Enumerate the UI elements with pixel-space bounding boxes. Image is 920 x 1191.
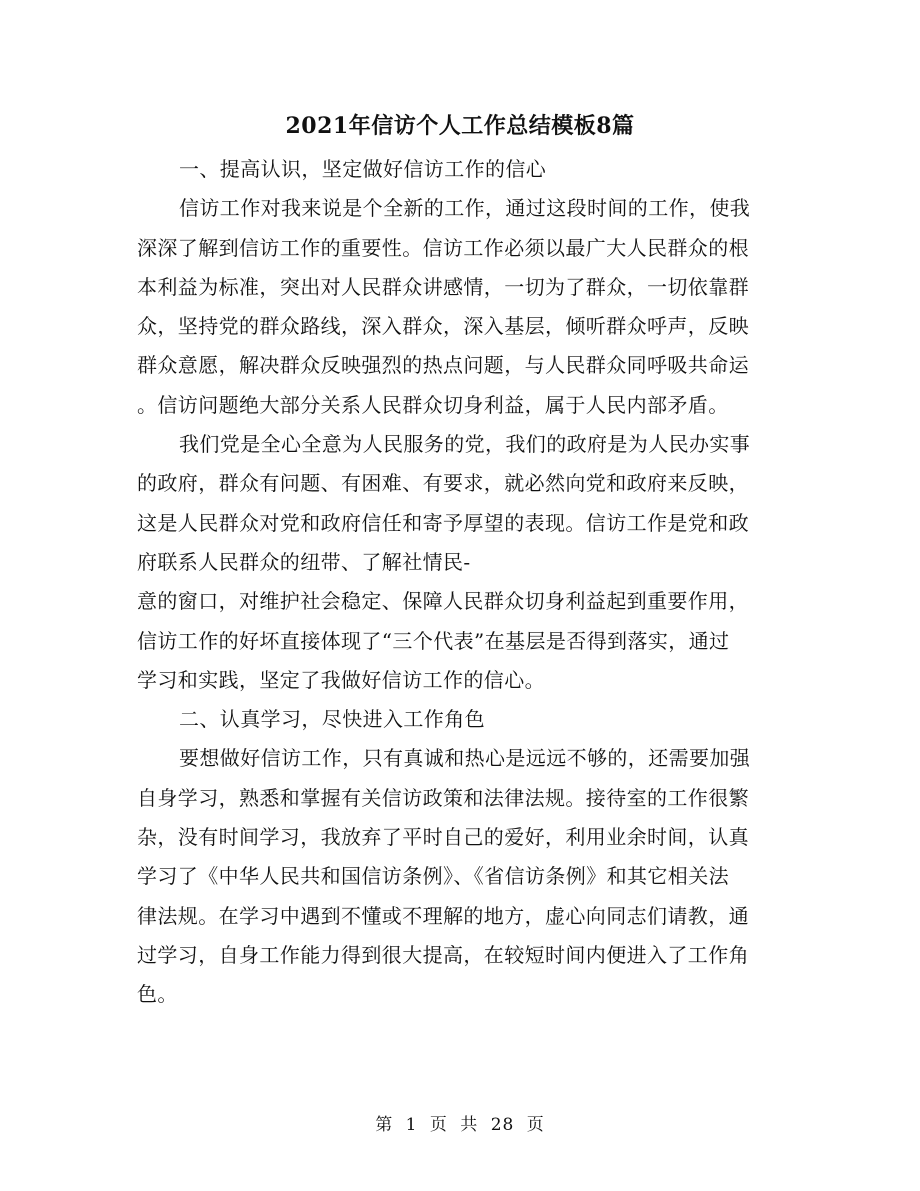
- paragraph-line: 律法规。在学习中遇到不懂或不理解的地方，虚心向同志们请教，通: [137, 903, 749, 928]
- footer-total-label: 共: [460, 1115, 479, 1135]
- section-heading-2: 二、认真学习，尽快进入工作角色: [179, 707, 485, 732]
- paragraph-line: 群众意愿，解决群众反映强烈的热点问题，与人民群众同呼吸共命运: [137, 353, 749, 378]
- paragraph-line: 意的窗口，对维护社会稳定、保障人民群众切身利益起到重要作用，: [137, 589, 749, 614]
- paragraph-line: 的政府，群众有问题、有困难、有要求，就必然向党和政府来反映，: [137, 471, 749, 496]
- paragraph-line: 学习了《中华人民共和国信访条例》、《省信访条例》和其它相关法: [137, 864, 729, 889]
- footer-page-number: 1: [405, 1115, 418, 1135]
- paragraph-line: 杂，没有时间学习，我放弃了平时自己的爱好，利用业余时间，认真: [137, 825, 749, 850]
- paragraph-line: 信访工作的好坏直接体现了“三个代表”在基层是否得到落实，通过: [137, 628, 730, 653]
- paragraph-line: 这是人民群众对党和政府信任和寄予厚望的表现。信访工作是党和政: [137, 510, 749, 535]
- paragraph-line: 众，坚持党的群众路线，深入群众，深入基层，倾听群众呼声，反映: [137, 314, 749, 339]
- footer-total-pages: 28: [490, 1115, 515, 1135]
- paragraph-line: 过学习，自身工作能力得到很大提高，在较短时间内便进入了工作角: [137, 942, 749, 967]
- document-body: [137, 150, 785, 1015]
- paragraph-line: 自身学习，熟悉和掌握有关信访政策和法律法规。接待室的工作很繁: [137, 785, 749, 810]
- section-heading-1: 一、提高认识，坚定做好信访工作的信心: [179, 157, 547, 181]
- paragraph-line: 深深了解到信访工作的重要性。信访工作必须以最广大人民群众的根: [137, 235, 749, 260]
- paragraph-line: 本利益为标准，突出对人民群众讲感情，一切为了群众，一切依靠群: [137, 274, 749, 299]
- footer-page-label: 第: [375, 1115, 394, 1135]
- paragraph-line: 要想做好信访工作，只有真诚和热心是远远不够的，还需要加强: [179, 746, 751, 771]
- paragraph-line: 我们党是全心全意为人民服务的党，我们的政府是为人民办实事: [179, 432, 751, 457]
- document-title: 2021年信访个人工作总结模板8篇: [285, 113, 635, 139]
- paragraph-line: 。信访问题绝大部分关系人民群众切身利益，属于人民内部矛盾。: [137, 392, 729, 417]
- paragraph-line: 色。: [137, 982, 178, 1007]
- paragraph-line: 信访工作对我来说是个全新的工作，通过这段时间的工作，使我: [179, 196, 751, 221]
- paragraph-line: 府联系人民群众的纽带、了解社情民-: [137, 549, 471, 574]
- footer-total-unit: 页: [526, 1115, 545, 1135]
- page-footer: [0, 1112, 920, 1138]
- footer-page-unit: 页: [429, 1115, 448, 1135]
- paragraph-line: 学习和实践，坚定了我做好信访工作的信心。: [137, 667, 545, 692]
